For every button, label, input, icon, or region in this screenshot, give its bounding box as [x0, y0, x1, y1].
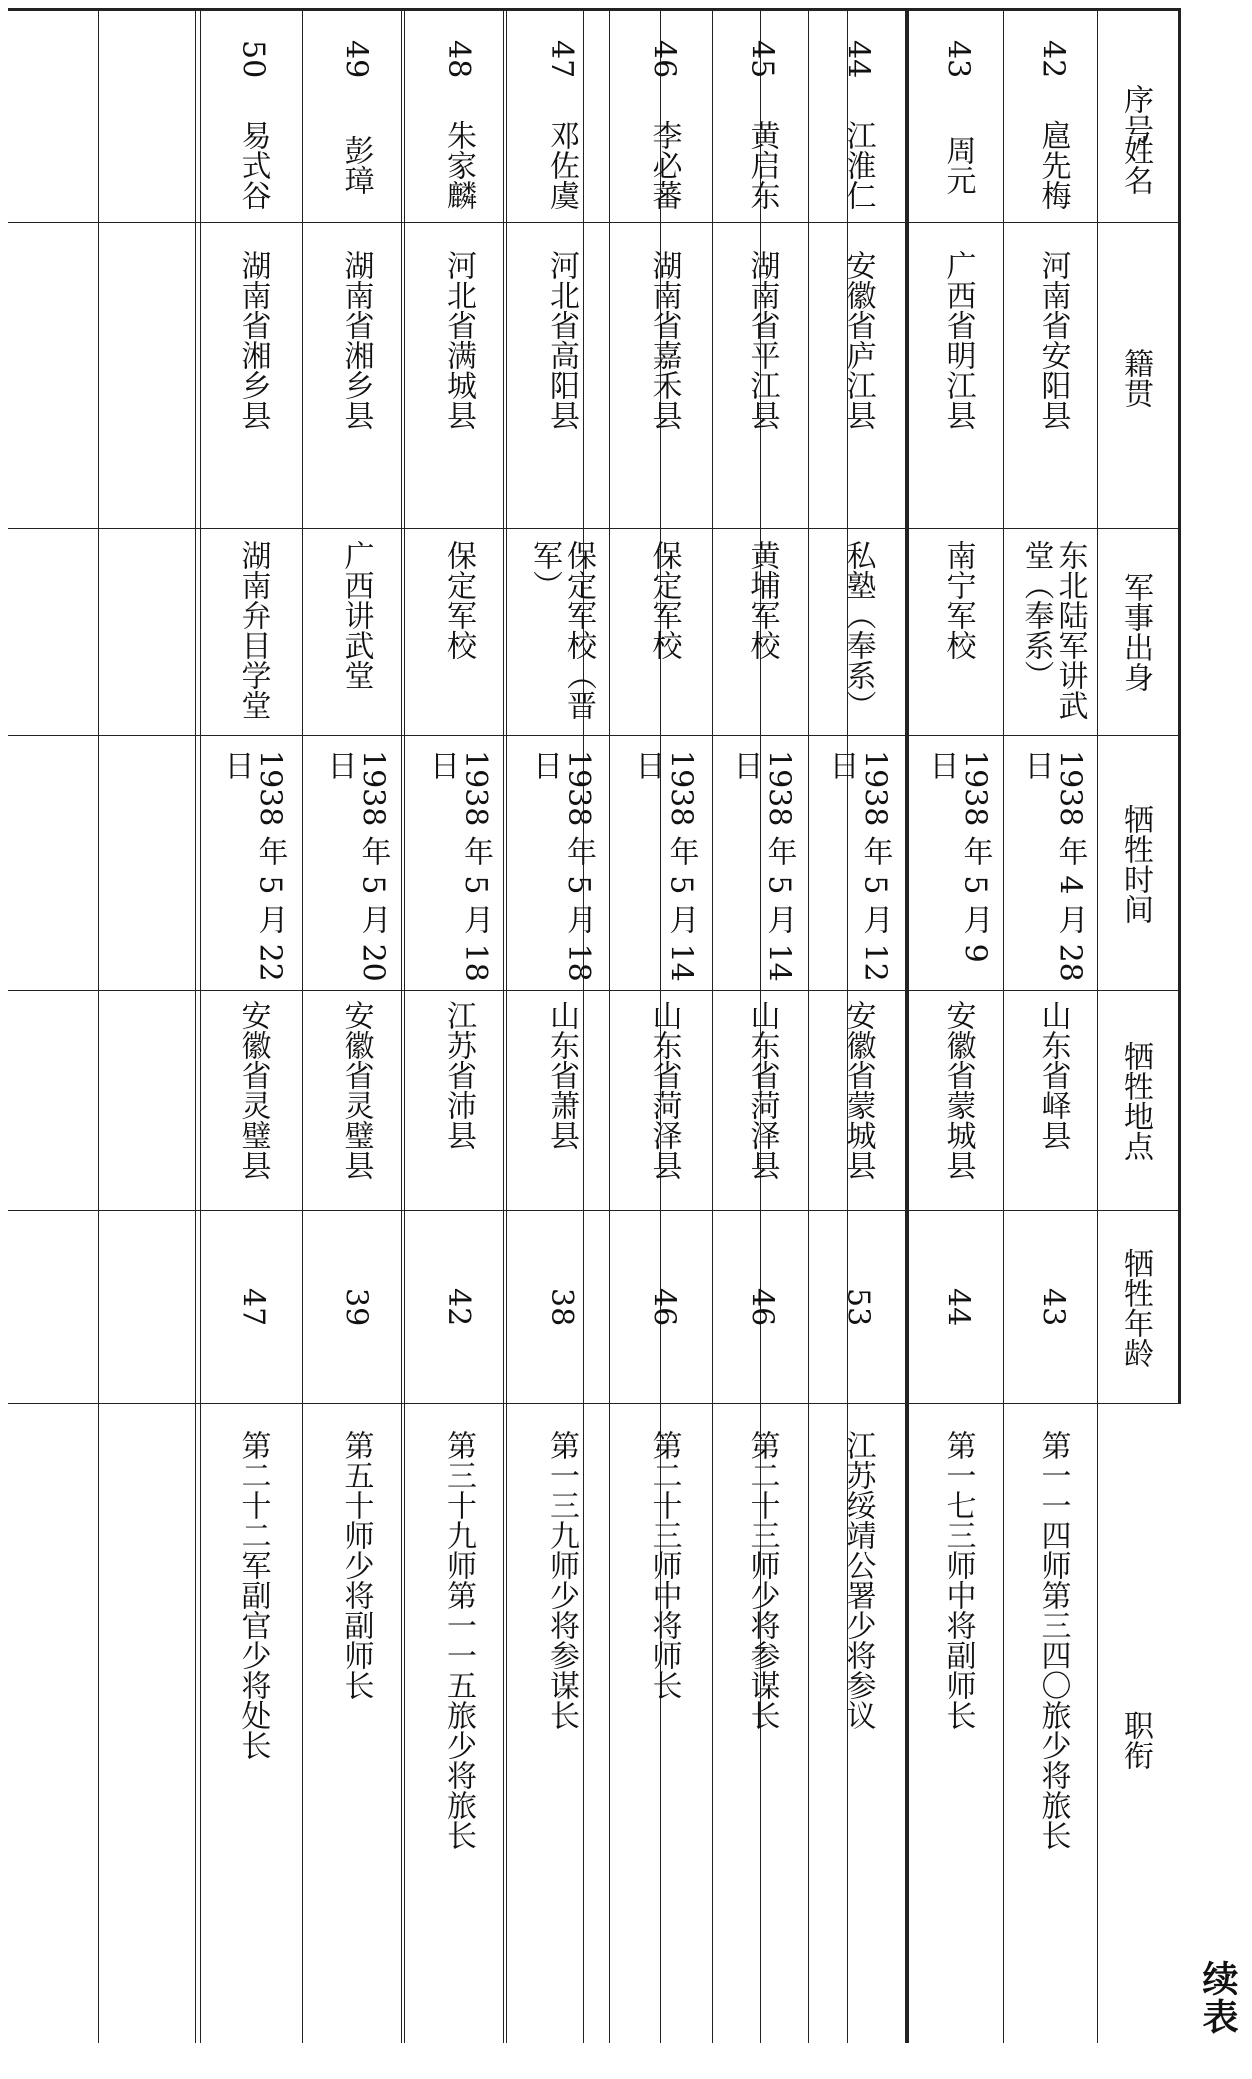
header-native: 籍贯 [1118, 348, 1153, 408]
cell-name: 黄启东 [744, 120, 780, 210]
header-seq: 序号 [1118, 84, 1153, 144]
header-place: 牺牲地点 [1118, 1041, 1153, 1161]
cell-age: 47 [235, 1288, 271, 1327]
cell-name: 邓佐虞 [544, 120, 579, 210]
row-rule [712, 8, 713, 2043]
cell-time: 1938 年 5 月 22 日 [218, 750, 288, 982]
cell-military: 南宁军校 [940, 540, 976, 660]
cell-time: 1938 年 5 月 9 日 [923, 750, 993, 963]
cell-rank: 第二十三师少将参谋长 [744, 1430, 780, 1730]
cell-name: 李必蕃 [646, 120, 682, 210]
cell-native: 湖南省湘乡县 [235, 250, 271, 430]
cell-seq: 46 [646, 39, 682, 79]
cell-place: 山东省峄县 [1035, 1000, 1071, 1150]
table-rule [195, 8, 196, 2043]
cell-native: 湖南省平江县 [744, 250, 780, 430]
cell-time: 1938 年 5 月 18 日 [527, 750, 596, 982]
cell-seq: 47 [544, 39, 579, 79]
cell-time: 1938 年 5 月 14 日 [629, 750, 699, 982]
table-rule [1178, 8, 1181, 1404]
cell-age: 42 [441, 1288, 476, 1327]
cell-military: 保定军校 [441, 540, 476, 660]
cell-rank: 第一七三师中将副师长 [940, 1430, 976, 1730]
cell-name: 易式谷 [235, 120, 271, 210]
cell-military: 私塾（奉系） [840, 540, 876, 720]
cell-rank: 第五十师少将副师长 [338, 1430, 374, 1700]
cell-military: 保定军校 [646, 540, 682, 660]
cell-age: 44 [940, 1288, 976, 1327]
cell-rank: 江苏绥靖公署少将参议 [840, 1430, 876, 1730]
row-rule [200, 8, 201, 2043]
table-rule [906, 8, 909, 2043]
table-rule [98, 8, 99, 2043]
cell-time: 1938 年 5 月 14 日 [727, 750, 797, 982]
cell-military: 广西讲武堂 [338, 540, 374, 690]
cell-age: 38 [544, 1288, 579, 1327]
header-rank: 职衔 [1118, 1710, 1153, 1770]
cell-place: 安徽省灵璧县 [338, 1000, 374, 1180]
cell-age: 46 [744, 1288, 780, 1327]
cell-name: 周元 [940, 135, 976, 195]
cell-seq: 42 [1035, 39, 1071, 79]
continued-table-label: 续表 [1197, 1960, 1239, 2036]
cell-name: 朱家麟 [441, 120, 476, 210]
row-rule [506, 8, 507, 2043]
header-age: 牺牲年龄 [1118, 1248, 1153, 1368]
cell-place: 安徽省蒙城县 [840, 1000, 876, 1180]
cell-military: 湖南弁目学堂 [235, 540, 271, 720]
cell-rank: 第二十二军副官少将处长 [235, 1430, 271, 1760]
cell-age: 46 [646, 1288, 682, 1327]
cell-age: 53 [840, 1288, 876, 1327]
cell-rank: 第三十九师第一一五旅少将旅长 [441, 1430, 476, 1850]
cell-place: 安徽省灵璧县 [235, 1000, 271, 1180]
cell-rank: 第一一四师第三四〇旅少将旅长 [1035, 1430, 1071, 1850]
cell-military: 保定军校（晋军） [527, 540, 596, 720]
cell-time: 1938 年 4 月 28 日 [1018, 750, 1088, 982]
cell-seq: 50 [235, 39, 271, 79]
cell-name: 江淮仁 [840, 120, 876, 210]
cell-place: 山东省菏泽县 [646, 1000, 682, 1180]
cell-native: 湖南省湘乡县 [338, 250, 374, 430]
cell-name: 扈先梅 [1035, 120, 1071, 210]
cell-place: 安徽省蒙城县 [940, 1000, 976, 1180]
cell-name: 彭璋 [338, 135, 374, 195]
cell-time: 1938 年 5 月 20 日 [321, 750, 391, 982]
cell-place: 山东省菏泽县 [744, 1000, 780, 1180]
row-rule [905, 8, 906, 2043]
cell-native: 河南省安阳县 [1035, 250, 1071, 430]
cell-native: 河北省高阳县 [544, 250, 579, 430]
cell-military: 黄埔军校 [744, 540, 780, 660]
cell-age: 43 [1035, 1288, 1071, 1327]
row-rule [302, 8, 303, 2043]
cell-time: 1938 年 5 月 12 日 [823, 750, 893, 982]
cell-seq: 45 [744, 39, 780, 79]
cell-seq: 43 [940, 39, 976, 79]
row-rule [808, 8, 809, 2043]
cell-time: 1938 年 5 月 18 日 [424, 750, 493, 982]
cell-seq: 49 [338, 39, 374, 79]
header-name: 姓名 [1118, 135, 1153, 195]
cell-age: 39 [338, 1288, 374, 1327]
header-time: 牺牲时间 [1118, 804, 1153, 924]
cell-native: 广西省明江县 [940, 250, 976, 430]
cell-seq: 44 [840, 39, 876, 79]
cell-native: 河北省满城县 [441, 250, 476, 430]
cell-seq: 48 [441, 39, 476, 79]
cell-native: 湖南省嘉禾县 [646, 250, 682, 430]
header-military: 军事出身 [1118, 572, 1153, 692]
cell-native: 安徽省庐江县 [840, 250, 876, 430]
cell-rank: 第二十三师中将师长 [646, 1430, 682, 1700]
cell-military: 东北陆军讲武堂（奉系） [1018, 540, 1088, 720]
cell-place: 江苏省沛县 [441, 1000, 476, 1150]
cell-place: 山东省萧县 [544, 1000, 579, 1150]
cell-rank: 第一三九师少将参谋长 [544, 1430, 579, 1730]
row-rule [1097, 8, 1098, 2043]
